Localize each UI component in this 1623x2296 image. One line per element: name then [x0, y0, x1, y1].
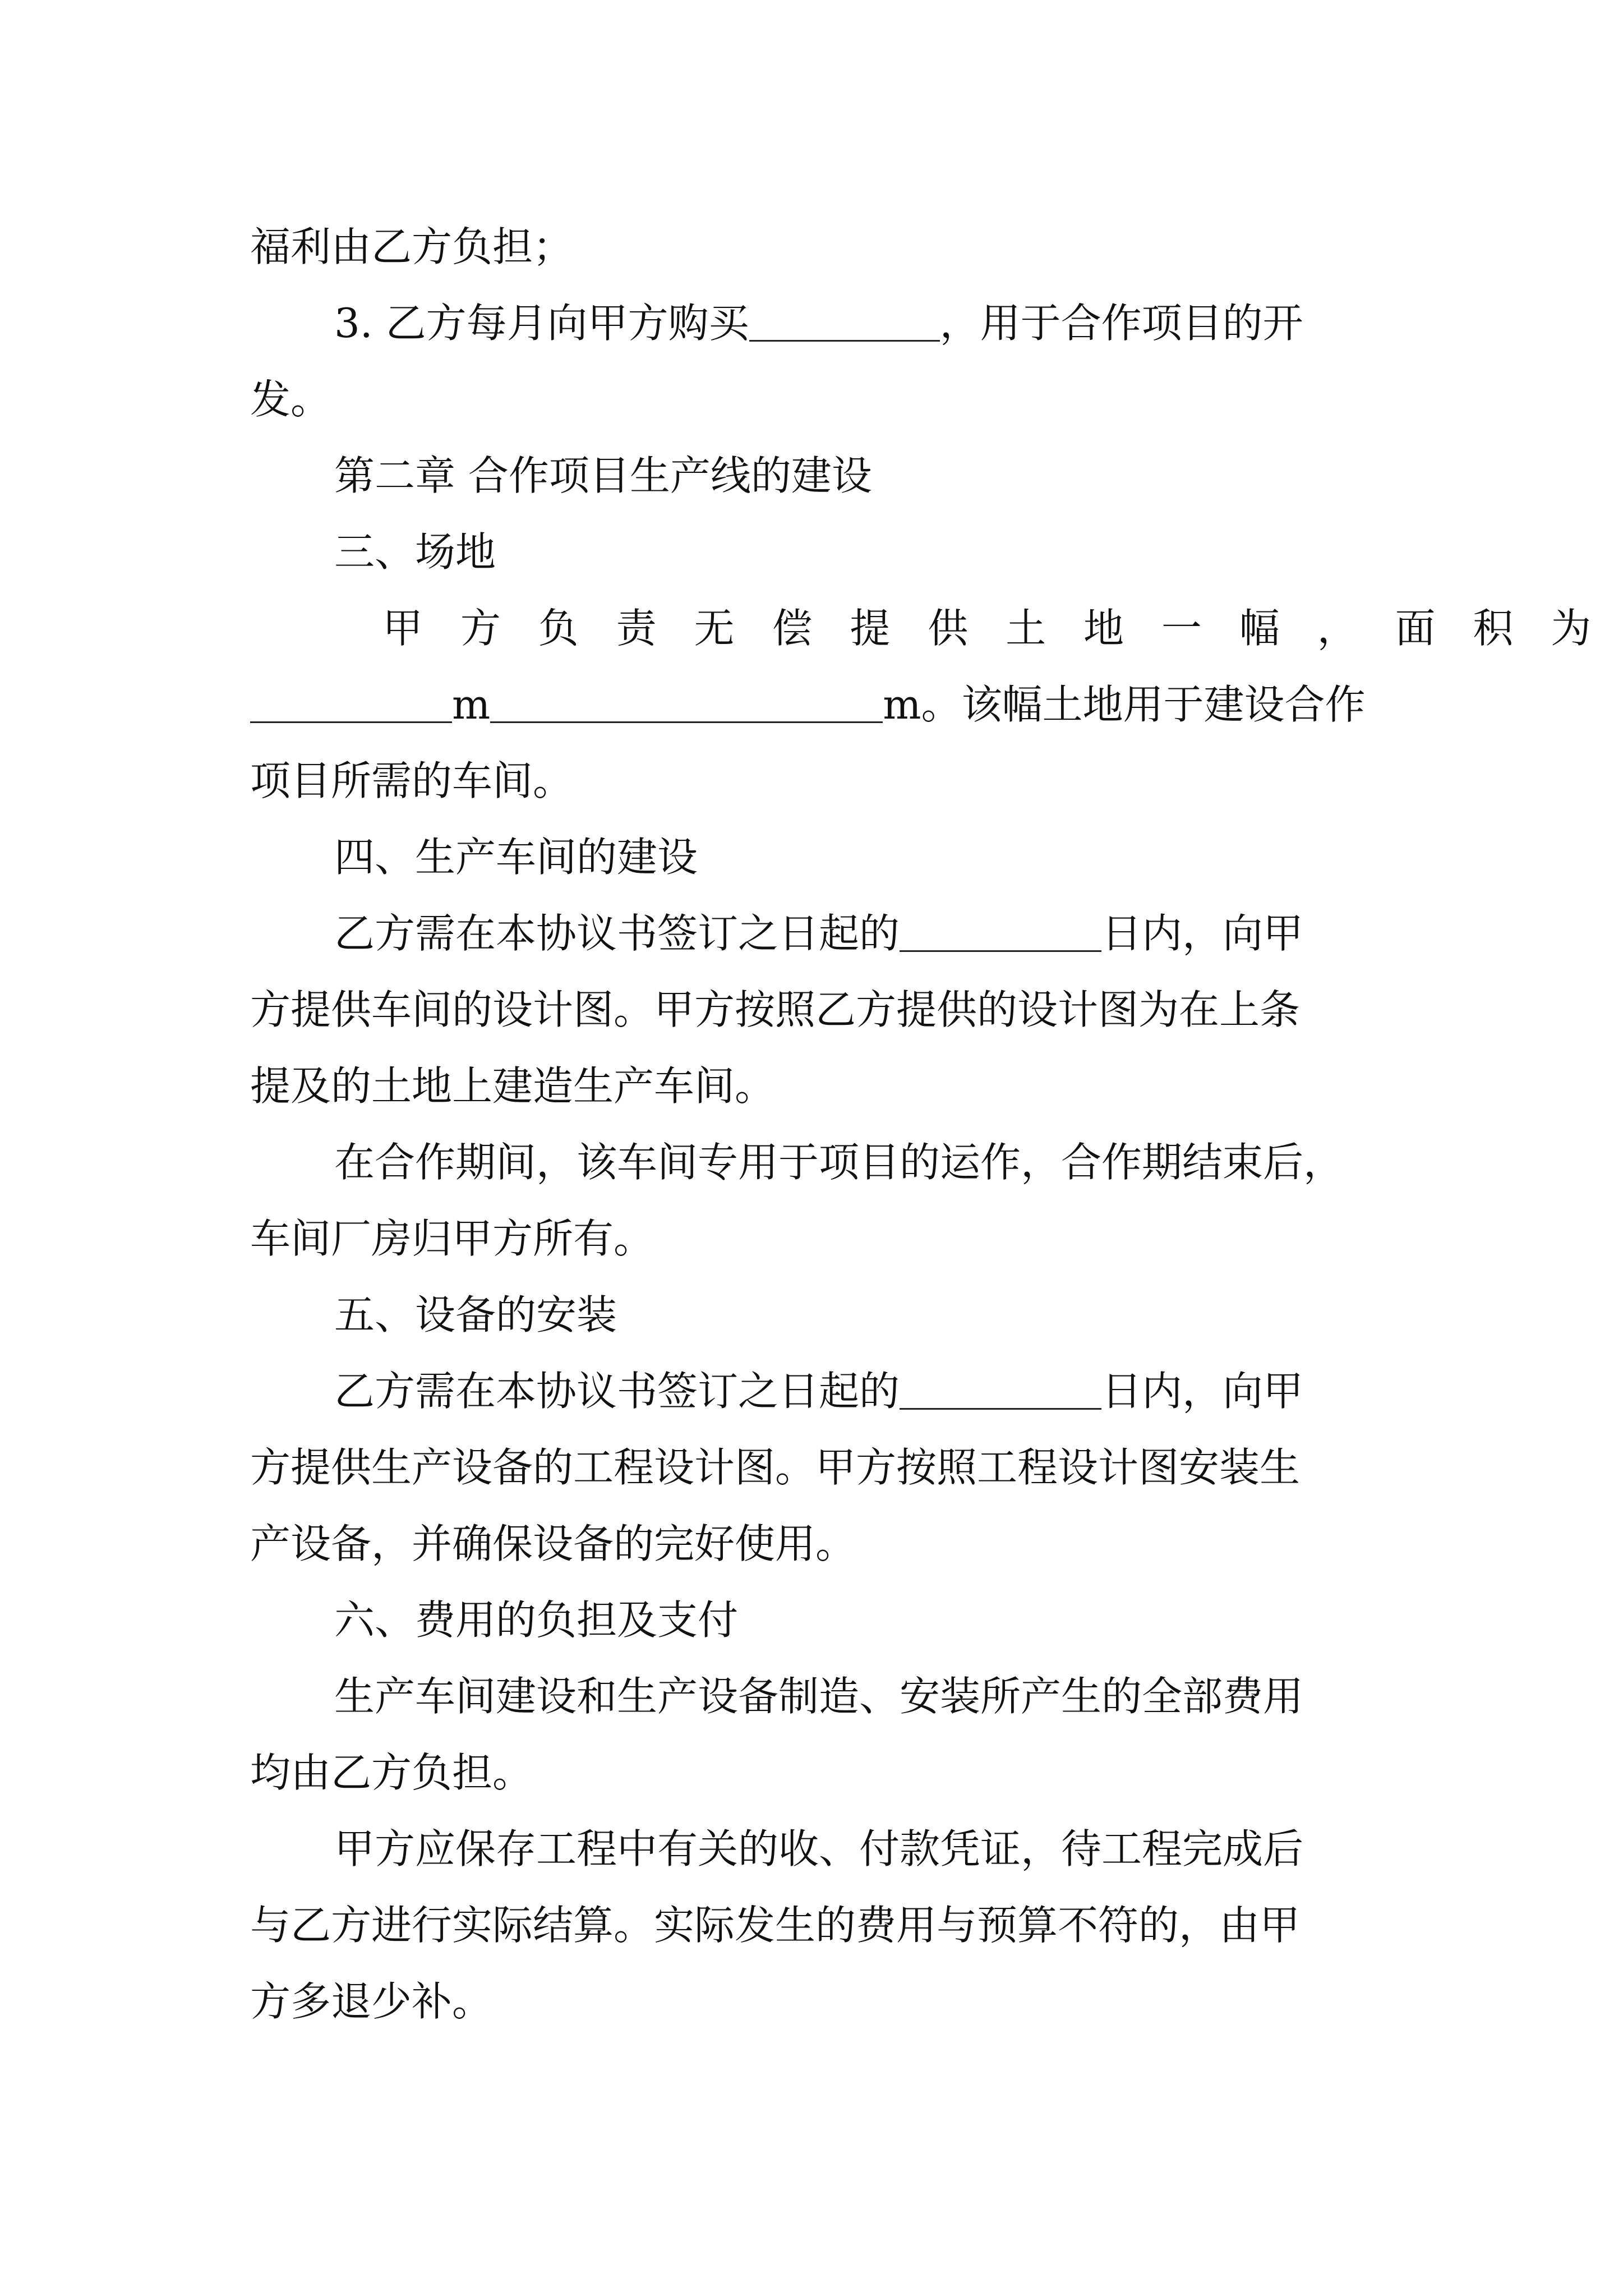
text-segment: m — [452, 681, 491, 728]
text-line: 在合作期间，该车间专用于项目的运作，合作期结束后， — [334, 1139, 1344, 1186]
text-line: 福利由乙方负担； — [250, 223, 574, 270]
heading-text: 六、费用的负担及支付 — [334, 1596, 739, 1644]
fill-in-blank — [900, 910, 1101, 952]
text-segment: 日内，向甲 — [1101, 1368, 1304, 1415]
text-line: 车间厂房归甲方所有。 — [250, 1215, 654, 1262]
section-heading — [250, 819, 1383, 895]
text-line: 方提供生产设备的工程设计图。甲方按照工程设计图安装生 — [250, 1444, 1301, 1491]
fill-in-blank — [749, 300, 940, 342]
text-segment: m。该幅土地用于建设合作 — [883, 681, 1366, 728]
heading-text: 四、生产车间的建设 — [334, 834, 698, 881]
paragraph-line — [250, 1353, 1383, 1429]
paragraph-line — [250, 590, 1604, 666]
paragraph-line — [250, 209, 1383, 285]
fill-in-blank — [250, 681, 452, 723]
text-line: 方多退少补。 — [250, 1978, 493, 2025]
chapter-heading — [250, 438, 1383, 514]
paragraph-line — [250, 666, 1383, 743]
paragraph-line — [250, 972, 1383, 1048]
paragraph-line — [250, 1887, 1383, 1963]
paragraph-line — [250, 285, 1383, 361]
text-segment: ，用于合作项目的开 — [939, 300, 1303, 347]
paragraph-line — [250, 361, 1383, 438]
heading-text: 三、场地 — [334, 528, 496, 576]
fill-in-blank — [490, 681, 883, 723]
text-line: 甲方应保存工程中有关的收、付款凭证，待工程完成后 — [334, 1825, 1304, 1872]
paragraph-line — [250, 895, 1383, 972]
paragraph-line — [250, 1506, 1383, 1582]
text-line: 发。 — [250, 376, 331, 423]
paragraph-line — [250, 1124, 1383, 1200]
document-body — [250, 209, 1604, 2040]
text-line: 生产车间建设和生产设备制造、安装所产生的全部费用 — [334, 1673, 1304, 1720]
paragraph-line — [250, 1963, 1383, 2040]
fill-in-blank — [900, 1368, 1101, 1410]
section-heading — [250, 514, 1383, 590]
text-line: 甲 方 负 责 无 偿 提 供 土 地 一 幅 ， 面 积 为 — [382, 605, 1604, 652]
heading-text: 第二章 合作项目生产线的建设 — [334, 452, 872, 499]
text-segment: 乙方需在本协议书签订之日起的 — [334, 910, 900, 957]
paragraph-line — [250, 1429, 1383, 1506]
text-line: 项目所需的车间。 — [250, 757, 574, 804]
text-line: 与乙方进行实际结算。实际发生的费用与预算不符的，由甲 — [250, 1902, 1301, 1949]
text-segment: 3. 乙方每月向甲方购买 — [334, 300, 749, 347]
section-heading — [250, 1582, 1383, 1658]
paragraph-line — [250, 1734, 1383, 1811]
paragraph-line — [250, 743, 1383, 819]
heading-text: 五、设备的安装 — [334, 1291, 617, 1338]
paragraph-line — [250, 1200, 1383, 1277]
paragraph-line — [250, 1811, 1383, 1887]
text-line: 提及的土地上建造生产车间。 — [250, 1062, 776, 1110]
text-line: 均由乙方负担。 — [250, 1749, 533, 1796]
text-segment: 日内，向甲 — [1101, 910, 1304, 957]
paragraph-line — [250, 1658, 1383, 1734]
paragraph-line — [250, 1048, 1383, 1124]
text-line: 方提供车间的设计图。甲方按照乙方提供的设计图为在上条 — [250, 986, 1301, 1033]
text-line: 产设备，并确保设备的完好使用。 — [250, 1520, 856, 1567]
text-segment: 乙方需在本协议书签订之日起的 — [334, 1368, 900, 1415]
section-heading — [250, 1277, 1383, 1353]
